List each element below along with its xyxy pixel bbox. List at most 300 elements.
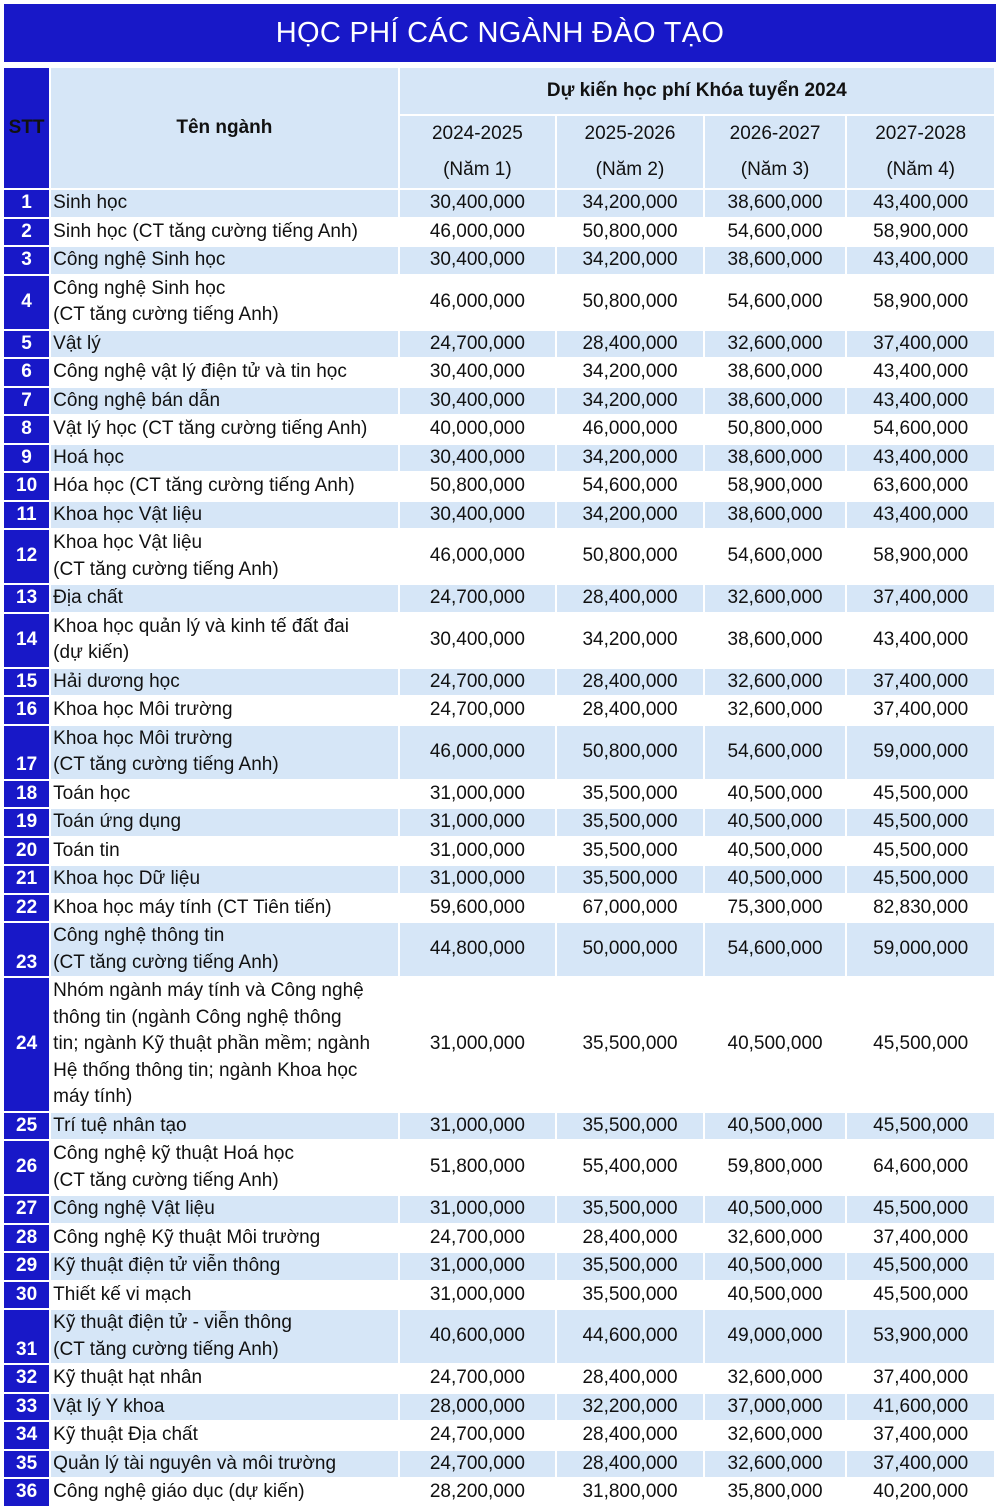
fee-year-4: 45,500,000 bbox=[847, 781, 994, 808]
program-name-line: Công nghệ Vật liệu bbox=[53, 1198, 215, 1219]
program-name bbox=[51, 502, 397, 529]
fee-year-2: 28,400,000 bbox=[557, 669, 703, 696]
program-name bbox=[51, 1196, 397, 1223]
table-row bbox=[4, 697, 994, 724]
fee-year-2: 28,400,000 bbox=[557, 331, 703, 358]
row-number: 2 bbox=[4, 219, 49, 246]
program-name-line: Khoa học Môi trường bbox=[53, 727, 233, 749]
fee-year-4: 63,600,000 bbox=[847, 473, 994, 500]
program-name-line: Khoa học Vật liệu bbox=[53, 503, 203, 525]
program-name-line: Khoa học Môi trường bbox=[53, 699, 233, 720]
table-row bbox=[4, 923, 994, 976]
fee-year-2: 28,400,000 bbox=[557, 1365, 703, 1392]
fee-year-1: 46,000,000 bbox=[400, 530, 556, 583]
table-row bbox=[4, 359, 994, 386]
fee-year-2: 35,500,000 bbox=[557, 838, 703, 865]
program-name bbox=[51, 895, 397, 922]
program-name-line: Hệ thống thông tin; ngành Khoa học bbox=[53, 1059, 358, 1081]
program-name-line: Công nghệ giáo dục (dự kiến) bbox=[53, 1481, 305, 1502]
fee-year-1: 50,800,000 bbox=[400, 473, 556, 500]
row-number: 19 bbox=[4, 809, 49, 836]
header-year-2 bbox=[557, 116, 703, 188]
program-name bbox=[51, 1253, 397, 1280]
fee-year-3: 50,800,000 bbox=[705, 416, 846, 443]
fee-year-1: 24,700,000 bbox=[400, 1422, 556, 1449]
table-row bbox=[4, 1394, 994, 1421]
table-row bbox=[4, 388, 994, 415]
program-name-line: Kỹ thuật Địa chất bbox=[53, 1424, 198, 1445]
fee-year-2: 55,400,000 bbox=[557, 1141, 703, 1194]
program-name-line: Sinh học (CT tăng cường tiếng Anh) bbox=[53, 220, 358, 242]
program-name-line: máy tính) bbox=[53, 1086, 133, 1107]
row-number: 3 bbox=[4, 247, 49, 274]
program-name-line: Công nghệ Sinh học bbox=[53, 249, 226, 270]
table-row bbox=[4, 1196, 994, 1223]
fee-year-1: 46,000,000 bbox=[400, 276, 556, 329]
program-name bbox=[51, 1394, 397, 1421]
row-number: 32 bbox=[4, 1365, 49, 1392]
program-name-line: Kỹ thuật điện tử - viễn thông bbox=[53, 1312, 292, 1333]
header-year-range: 2027-2028 bbox=[875, 123, 967, 144]
program-name bbox=[51, 331, 397, 358]
table-row bbox=[4, 1253, 994, 1280]
row-number: 7 bbox=[4, 388, 49, 415]
fee-year-1: 24,700,000 bbox=[400, 697, 556, 724]
table-row bbox=[4, 502, 994, 529]
program-name-line: Công nghệ vật lý điện tử và tin học bbox=[53, 361, 347, 382]
fee-year-1: 24,700,000 bbox=[400, 1225, 556, 1252]
row-number: 29 bbox=[4, 1253, 49, 1280]
fee-year-2: 46,000,000 bbox=[557, 416, 703, 443]
fee-year-1: 31,000,000 bbox=[400, 1253, 556, 1280]
row-number: 33 bbox=[4, 1394, 49, 1421]
fee-year-1: 31,000,000 bbox=[400, 1282, 556, 1309]
row-number: 15 bbox=[4, 669, 49, 696]
program-name bbox=[51, 1479, 397, 1506]
fee-year-3: 40,500,000 bbox=[705, 809, 846, 836]
fee-year-2: 34,200,000 bbox=[557, 359, 703, 386]
row-number: 25 bbox=[4, 1113, 49, 1140]
fee-year-4: 43,400,000 bbox=[847, 247, 994, 274]
table-row bbox=[4, 1451, 994, 1478]
header-year-range: 2024-2025 bbox=[431, 123, 523, 144]
fee-year-1: 24,700,000 bbox=[400, 669, 556, 696]
header-program-name: Tên ngành bbox=[51, 68, 397, 188]
program-name-line: Khoa học Dữ liệu bbox=[53, 868, 201, 889]
header-year-label: (Năm 3) bbox=[740, 159, 810, 180]
row-number: 12 bbox=[4, 530, 49, 583]
program-name bbox=[51, 530, 397, 583]
row-number: 27 bbox=[4, 1196, 49, 1223]
table-row bbox=[4, 331, 994, 358]
row-number: 17 bbox=[4, 726, 49, 779]
program-name bbox=[51, 1282, 397, 1309]
fee-year-3: 40,500,000 bbox=[705, 781, 846, 808]
row-number: 14 bbox=[4, 614, 49, 667]
fee-year-1: 44,800,000 bbox=[400, 923, 556, 976]
program-name-line: Công nghệ Kỹ thuật Môi trường bbox=[53, 1226, 321, 1248]
row-number: 31 bbox=[4, 1310, 49, 1363]
program-name bbox=[51, 923, 397, 976]
program-name bbox=[51, 1422, 397, 1449]
fee-year-2: 50,800,000 bbox=[557, 726, 703, 779]
fee-year-1: 31,000,000 bbox=[400, 781, 556, 808]
fee-year-1: 28,200,000 bbox=[400, 1479, 556, 1506]
fee-year-3: 32,600,000 bbox=[705, 1451, 846, 1478]
program-name-line: Kỹ thuật hạt nhân bbox=[53, 1367, 203, 1388]
fee-year-4: 37,400,000 bbox=[847, 1225, 994, 1252]
program-name bbox=[51, 416, 397, 443]
program-name-line: Trí tuệ nhân tạo bbox=[53, 1114, 187, 1136]
fee-year-3: 32,600,000 bbox=[705, 585, 846, 612]
table-row bbox=[4, 1422, 994, 1449]
table-row bbox=[4, 219, 994, 246]
fee-year-2: 28,400,000 bbox=[557, 697, 703, 724]
fee-year-3: 54,600,000 bbox=[705, 923, 846, 976]
fee-year-4: 41,600,000 bbox=[847, 1394, 994, 1421]
fee-year-4: 43,400,000 bbox=[847, 388, 994, 415]
tuition-table bbox=[2, 66, 996, 1508]
fee-year-1: 24,700,000 bbox=[400, 1365, 556, 1392]
row-number: 34 bbox=[4, 1422, 49, 1449]
fee-year-4: 43,400,000 bbox=[847, 614, 994, 667]
program-name-line: Quản lý tài nguyên và môi trường bbox=[53, 1452, 337, 1474]
program-name-line: Vật lý bbox=[53, 332, 101, 354]
table-row bbox=[4, 1365, 994, 1392]
fee-year-4: 82,830,000 bbox=[847, 895, 994, 922]
header-tuition-group: Dự kiến học phí Khóa tuyển 2024 bbox=[400, 68, 994, 114]
program-name-line: (dự kiến) bbox=[53, 642, 130, 663]
row-number: 21 bbox=[4, 866, 49, 893]
fee-year-4: 58,900,000 bbox=[847, 276, 994, 329]
fee-year-2: 35,500,000 bbox=[557, 1282, 703, 1309]
program-name bbox=[51, 359, 397, 386]
fee-year-2: 32,200,000 bbox=[557, 1394, 703, 1421]
fee-year-3: 32,600,000 bbox=[705, 1422, 846, 1449]
program-name-line: thông tin (ngành Công nghệ thông bbox=[53, 1006, 342, 1028]
fee-year-4: 37,400,000 bbox=[847, 697, 994, 724]
program-name-line: Vật lý Y khoa bbox=[53, 1395, 165, 1417]
fee-year-4: 53,900,000 bbox=[847, 1310, 994, 1363]
fee-year-3: 38,600,000 bbox=[705, 445, 846, 472]
fee-year-4: 40,200,000 bbox=[847, 1479, 994, 1506]
header-year-range: 2026-2027 bbox=[729, 123, 821, 144]
fee-year-4: 58,900,000 bbox=[847, 219, 994, 246]
program-name-line: Công nghệ Sinh học bbox=[53, 277, 226, 299]
fee-year-1: 30,400,000 bbox=[400, 614, 556, 667]
fee-year-2: 35,500,000 bbox=[557, 809, 703, 836]
fee-year-3: 38,600,000 bbox=[705, 359, 846, 386]
fee-year-1: 59,600,000 bbox=[400, 895, 556, 922]
row-number: 35 bbox=[4, 1451, 49, 1478]
program-name bbox=[51, 614, 397, 667]
fee-year-3: 38,600,000 bbox=[705, 502, 846, 529]
fee-year-3: 32,600,000 bbox=[705, 697, 846, 724]
header-stt: STT bbox=[4, 68, 49, 188]
row-number: 11 bbox=[4, 502, 49, 529]
fee-year-1: 40,600,000 bbox=[400, 1310, 556, 1363]
fee-year-4: 58,900,000 bbox=[847, 530, 994, 583]
fee-year-3: 40,500,000 bbox=[705, 866, 846, 893]
fee-year-2: 28,400,000 bbox=[557, 1451, 703, 1478]
table-row bbox=[4, 276, 994, 329]
row-number: 26 bbox=[4, 1141, 49, 1194]
program-name bbox=[51, 697, 397, 724]
fee-year-2: 34,200,000 bbox=[557, 445, 703, 472]
table-row bbox=[4, 866, 994, 893]
program-name-line: Khoa học Vật liệu bbox=[53, 532, 203, 553]
fee-year-1: 40,000,000 bbox=[400, 416, 556, 443]
program-name bbox=[51, 473, 397, 500]
row-number: 10 bbox=[4, 473, 49, 500]
table-row bbox=[4, 530, 994, 583]
program-name-line: (CT tăng cường tiếng Anh) bbox=[53, 754, 279, 775]
fee-year-2: 28,400,000 bbox=[557, 1225, 703, 1252]
fee-year-2: 35,500,000 bbox=[557, 1253, 703, 1280]
fee-year-2: 44,600,000 bbox=[557, 1310, 703, 1363]
fee-year-2: 34,200,000 bbox=[557, 388, 703, 415]
fee-year-2: 34,200,000 bbox=[557, 190, 703, 217]
fee-year-4: 43,400,000 bbox=[847, 445, 994, 472]
row-number: 5 bbox=[4, 331, 49, 358]
fee-year-1: 31,000,000 bbox=[400, 1196, 556, 1223]
program-name bbox=[51, 726, 397, 779]
program-name bbox=[51, 838, 397, 865]
program-name-line: Địa chất bbox=[53, 587, 123, 608]
program-name bbox=[51, 1365, 397, 1392]
fee-year-2: 34,200,000 bbox=[557, 502, 703, 529]
table-row bbox=[4, 669, 994, 696]
fee-year-4: 43,400,000 bbox=[847, 502, 994, 529]
fee-year-2: 28,400,000 bbox=[557, 585, 703, 612]
program-name-line: Khoa học máy tính (CT Tiên tiến) bbox=[53, 896, 332, 918]
fee-year-4: 43,400,000 bbox=[847, 359, 994, 386]
program-name-line: (CT tăng cường tiếng Anh) bbox=[53, 1169, 279, 1191]
fee-year-1: 28,000,000 bbox=[400, 1394, 556, 1421]
fee-year-4: 45,500,000 bbox=[847, 1282, 994, 1309]
tuition-rows bbox=[4, 190, 994, 1506]
program-name bbox=[51, 1113, 397, 1140]
fee-year-2: 34,200,000 bbox=[557, 247, 703, 274]
fee-year-2: 50,800,000 bbox=[557, 530, 703, 583]
program-name-line: Nhóm ngành máy tính và Công nghệ bbox=[53, 980, 364, 1001]
table-row bbox=[4, 1282, 994, 1309]
fee-year-3: 32,600,000 bbox=[705, 331, 846, 358]
row-number: 23 bbox=[4, 923, 49, 976]
fee-year-2: 35,500,000 bbox=[557, 1113, 703, 1140]
program-name bbox=[51, 445, 397, 472]
program-name bbox=[51, 781, 397, 808]
table-row bbox=[4, 1141, 994, 1194]
fee-year-3: 32,600,000 bbox=[705, 1225, 846, 1252]
table-row bbox=[4, 585, 994, 612]
fee-year-1: 31,000,000 bbox=[400, 866, 556, 893]
program-name-line: Toán ứng dụng bbox=[53, 811, 182, 832]
fee-year-4: 45,500,000 bbox=[847, 809, 994, 836]
row-number: 16 bbox=[4, 697, 49, 724]
fee-year-1: 30,400,000 bbox=[400, 190, 556, 217]
fee-year-4: 37,400,000 bbox=[847, 1451, 994, 1478]
program-name-line: Thiết kế vi mạch bbox=[53, 1283, 192, 1305]
table-row bbox=[4, 473, 994, 500]
fee-year-3: 40,500,000 bbox=[705, 1253, 846, 1280]
fee-year-3: 54,600,000 bbox=[705, 219, 846, 246]
table-row bbox=[4, 445, 994, 472]
fee-year-1: 24,700,000 bbox=[400, 1451, 556, 1478]
fee-year-2: 35,500,000 bbox=[557, 1196, 703, 1223]
program-name-line: Vật lý học (CT tăng cường tiếng Anh) bbox=[53, 418, 368, 439]
fee-year-2: 67,000,000 bbox=[557, 895, 703, 922]
table-row bbox=[4, 1225, 994, 1252]
row-number: 8 bbox=[4, 416, 49, 443]
program-name-line: Kỹ thuật điện tử viễn thông bbox=[53, 1255, 281, 1276]
row-number: 4 bbox=[4, 276, 49, 329]
page-title: HỌC PHÍ CÁC NGÀNH ĐÀO TẠO bbox=[4, 4, 996, 62]
fee-year-3: 59,800,000 bbox=[705, 1141, 846, 1194]
fee-year-2: 31,800,000 bbox=[557, 1479, 703, 1506]
header-year-range: 2025-2026 bbox=[584, 123, 676, 144]
program-name-line: Hóa học (CT tăng cường tiếng Anh) bbox=[53, 475, 355, 496]
fee-year-4: 45,500,000 bbox=[847, 978, 994, 1111]
fee-year-3: 54,600,000 bbox=[705, 726, 846, 779]
program-name bbox=[51, 1225, 397, 1252]
fee-year-3: 38,600,000 bbox=[705, 388, 846, 415]
fee-year-3: 38,600,000 bbox=[705, 247, 846, 274]
program-name-line: Công nghệ kỹ thuật Hoá học bbox=[53, 1143, 295, 1164]
program-name bbox=[51, 219, 397, 246]
fee-year-4: 45,500,000 bbox=[847, 838, 994, 865]
table-row bbox=[4, 726, 994, 779]
fee-year-3: 40,500,000 bbox=[705, 978, 846, 1111]
fee-year-2: 35,500,000 bbox=[557, 866, 703, 893]
fee-year-1: 30,400,000 bbox=[400, 445, 556, 472]
table-row bbox=[4, 247, 994, 274]
program-name bbox=[51, 1310, 397, 1363]
fee-year-1: 30,400,000 bbox=[400, 247, 556, 274]
header-year-label: (Năm 2) bbox=[595, 159, 665, 180]
fee-year-4: 64,600,000 bbox=[847, 1141, 994, 1194]
table-row bbox=[4, 781, 994, 808]
program-name-line: Hải dương học bbox=[53, 670, 180, 692]
fee-year-3: 54,600,000 bbox=[705, 276, 846, 329]
fee-year-1: 46,000,000 bbox=[400, 726, 556, 779]
header-year-1 bbox=[400, 116, 556, 188]
row-number: 36 bbox=[4, 1479, 49, 1506]
program-name-line: Công nghệ thông tin bbox=[53, 925, 225, 946]
fee-year-3: 40,500,000 bbox=[705, 838, 846, 865]
fee-year-1: 31,000,000 bbox=[400, 1113, 556, 1140]
row-number: 18 bbox=[4, 781, 49, 808]
program-name-line: Toán tin bbox=[53, 839, 120, 861]
program-name-line: Khoa học quản lý và kinh tế đất đai bbox=[53, 615, 349, 637]
program-name bbox=[51, 388, 397, 415]
fee-year-2: 35,500,000 bbox=[557, 978, 703, 1111]
table-row bbox=[4, 838, 994, 865]
program-name-line: (CT tăng cường tiếng Anh) bbox=[53, 1338, 279, 1360]
row-number: 24 bbox=[4, 978, 49, 1111]
fee-year-4: 45,500,000 bbox=[847, 1253, 994, 1280]
table-row bbox=[4, 614, 994, 667]
fee-year-4: 45,500,000 bbox=[847, 866, 994, 893]
fee-year-3: 38,600,000 bbox=[705, 190, 846, 217]
fee-year-3: 40,500,000 bbox=[705, 1282, 846, 1309]
table-row bbox=[4, 416, 994, 443]
fee-year-4: 37,400,000 bbox=[847, 1365, 994, 1392]
program-name bbox=[51, 978, 397, 1111]
program-name-line: Hoá học bbox=[53, 446, 124, 468]
fee-year-2: 34,200,000 bbox=[557, 614, 703, 667]
header-year-label: (Năm 4) bbox=[886, 159, 955, 180]
program-name bbox=[51, 866, 397, 893]
row-number: 28 bbox=[4, 1225, 49, 1252]
program-name-line: tin; ngành Kỹ thuật phần mềm; ngành bbox=[53, 1033, 371, 1054]
program-name bbox=[51, 585, 397, 612]
program-name bbox=[51, 1141, 397, 1194]
program-name bbox=[51, 669, 397, 696]
fee-year-4: 37,400,000 bbox=[847, 1422, 994, 1449]
fee-year-1: 30,400,000 bbox=[400, 388, 556, 415]
fee-year-1: 46,000,000 bbox=[400, 219, 556, 246]
fee-year-4: 45,500,000 bbox=[847, 1113, 994, 1140]
table-row bbox=[4, 1310, 994, 1363]
program-name-line: Toán học bbox=[53, 782, 131, 804]
fee-year-3: 37,000,000 bbox=[705, 1394, 846, 1421]
fee-year-1: 24,700,000 bbox=[400, 331, 556, 358]
row-number: 13 bbox=[4, 585, 49, 612]
program-name bbox=[51, 190, 397, 217]
fee-year-4: 37,400,000 bbox=[847, 331, 994, 358]
fee-year-2: 50,800,000 bbox=[557, 276, 703, 329]
program-name bbox=[51, 247, 397, 274]
row-number: 30 bbox=[4, 1282, 49, 1309]
row-number: 20 bbox=[4, 838, 49, 865]
fee-year-4: 59,000,000 bbox=[847, 923, 994, 976]
program-name-line: (CT tăng cường tiếng Anh) bbox=[53, 951, 279, 973]
program-name-line: (CT tăng cường tiếng Anh) bbox=[53, 304, 279, 325]
fee-year-1: 30,400,000 bbox=[400, 359, 556, 386]
fee-year-1: 31,000,000 bbox=[400, 838, 556, 865]
fee-year-2: 54,600,000 bbox=[557, 473, 703, 500]
fee-year-3: 40,500,000 bbox=[705, 1196, 846, 1223]
program-name bbox=[51, 1451, 397, 1478]
table-row bbox=[4, 190, 994, 217]
fee-year-1: 31,000,000 bbox=[400, 978, 556, 1111]
header-year-3 bbox=[705, 116, 846, 188]
program-name-line: Công nghệ bán dẫn bbox=[53, 389, 221, 411]
fee-year-1: 30,400,000 bbox=[400, 502, 556, 529]
fee-year-1: 51,800,000 bbox=[400, 1141, 556, 1194]
fee-year-4: 59,000,000 bbox=[847, 726, 994, 779]
fee-year-2: 50,000,000 bbox=[557, 923, 703, 976]
fee-year-2: 35,500,000 bbox=[557, 781, 703, 808]
fee-year-2: 28,400,000 bbox=[557, 1422, 703, 1449]
program-name-line: (CT tăng cường tiếng Anh) bbox=[53, 558, 279, 580]
fee-year-1: 31,000,000 bbox=[400, 809, 556, 836]
row-number: 22 bbox=[4, 895, 49, 922]
fee-year-3: 35,800,000 bbox=[705, 1479, 846, 1506]
program-name-line: Sinh học bbox=[53, 192, 128, 213]
fee-year-2: 50,800,000 bbox=[557, 219, 703, 246]
fee-year-4: 45,500,000 bbox=[847, 1196, 994, 1223]
header-year-label: (Năm 1) bbox=[443, 159, 512, 180]
fee-year-3: 32,600,000 bbox=[705, 669, 846, 696]
fee-year-3: 38,600,000 bbox=[705, 614, 846, 667]
fee-year-4: 37,400,000 bbox=[847, 585, 994, 612]
fee-year-4: 43,400,000 bbox=[847, 190, 994, 217]
row-number: 6 bbox=[4, 359, 49, 386]
table-row bbox=[4, 895, 994, 922]
fee-year-3: 40,500,000 bbox=[705, 1113, 846, 1140]
